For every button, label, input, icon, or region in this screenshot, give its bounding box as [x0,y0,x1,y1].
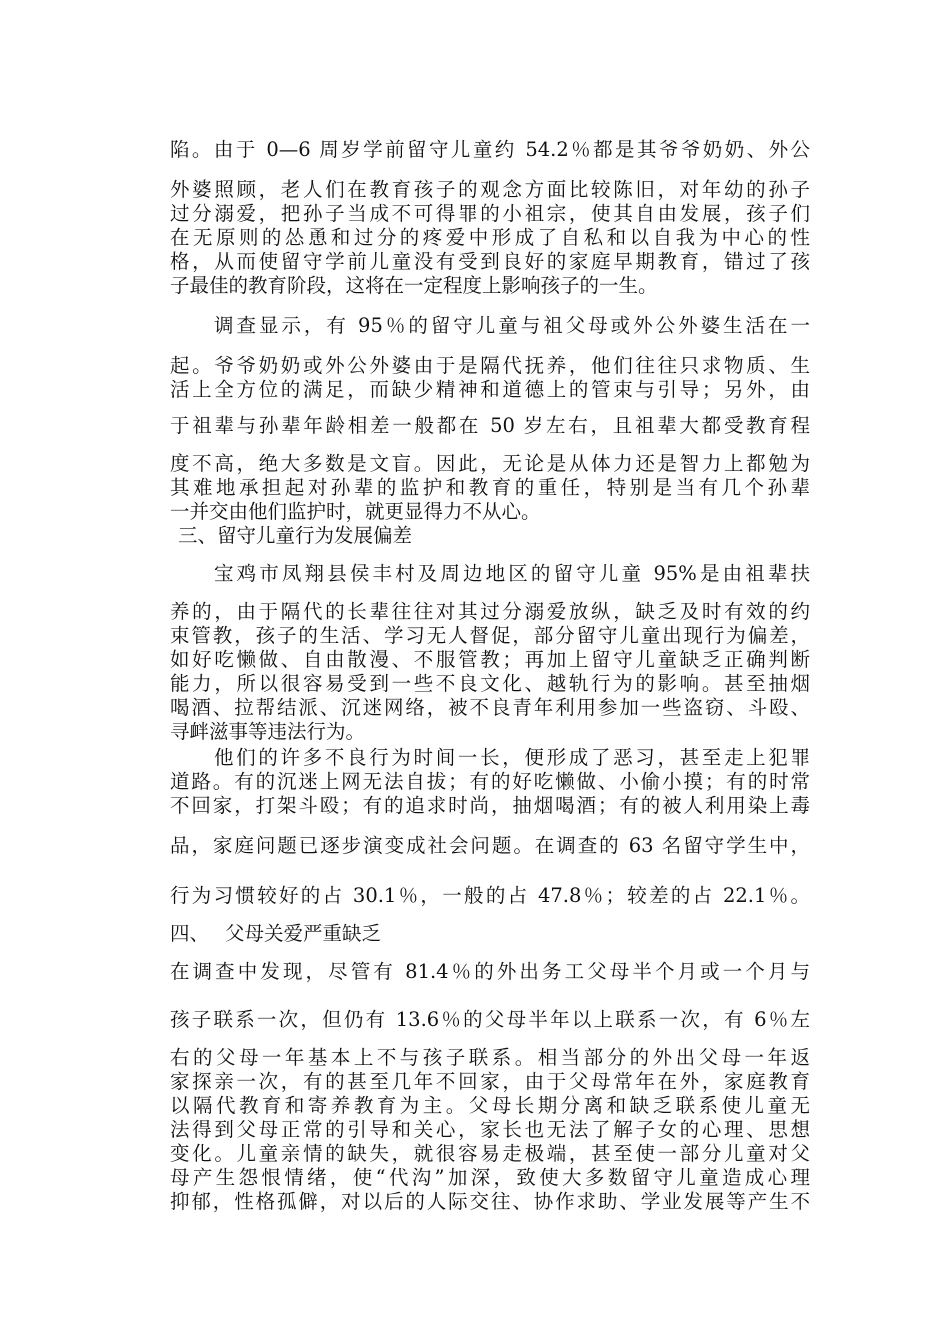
section-heading: 四、 父母关爱严重缺乏 [170,922,381,945]
text-line: 度不高，绝大多数是文盲。因此，无论是从体力还是智力上都勉为 [170,452,810,475]
paragraph-first-line: 宝鸡市凤翔县侯丰村及周边地区的留守儿童 95%是由祖辈扶 [214,562,810,585]
text-line: 行为习惯较好的占 30.1％，一般的占 47.8％；较差的占 22.1％。 [170,884,810,907]
text-line: 孩子联系一次，但仍有 13.6％的父母半年以上联系一次，有 6％左 [170,1008,810,1031]
text-line: 家探亲一次，有的甚至几年不回家，由于父母常年在外，家庭教育 [170,1070,810,1093]
text-line: 束管教，孩子的生活、学习无人督促，部分留守儿童出现行为偏差， [170,624,810,647]
text-line: 养的，由于隔代的长辈往往对其过分溺爱放纵，缺乏及时有效的约 [170,600,810,623]
paragraph-first-line: 他们的许多不良行为时间一长，便形成了恶习，甚至走上犯罪 [214,746,810,769]
text-line: 外婆照顾，老人们在教育孩子的观念方面比较陈旧，对年幼的孙子 [170,178,810,201]
text-line: 法得到父母正常的引导和关心，家长也无法了解子女的心理、思想 [170,1118,810,1141]
text-line: 品，家庭问题已逐步演变成社会问题。在调查的 63 名留守学生中， [170,834,810,857]
text-line: 以隔代教育和寄养教育为主。父母长期分离和缺乏联系使儿童无 [170,1094,810,1117]
text-line: 子最佳的教育阶段，这将在一定程度上影响孩子的一生。 [170,274,658,297]
text-line: 喝酒、拉帮结派、沉迷网络，被不良青年利用参加一些盗窃、斗殴、 [170,696,810,719]
text-line: 如好吃懒做、自由散漫、不服管教；再加上留守儿童缺乏正确判断 [170,648,810,671]
text-line: 起。爷爷奶奶或外公外婆由于是隔代抚养，他们往往只求物质、生 [170,354,810,377]
text-line: 母产生怨恨情绪，使“代沟”加深，致使大多数留守儿童造成心理 [170,1166,810,1189]
text-line: 格，从而使留守学前儿童没有受到良好的家庭早期教育，错过了孩 [170,250,810,273]
text-line: 于祖辈与孙辈年龄相差一般都在 50 岁左右，且祖辈大都受教育程 [170,414,810,437]
paragraph-first-line: 调查显示，有 95％的留守儿童与祖父母或外公外婆生活在一 [214,314,810,337]
text-line: 抑郁，性格孤僻，对以后的人际交往、协作求助、学业发展等产生不 [170,1190,810,1213]
section-heading: 三、留守儿童行为发展偏差 [178,524,413,547]
text-line: 其难地承担起对孙辈的监护和教育的重任，特别是当有几个孙辈 [170,476,810,499]
text-line: 过分溺爱，把孙子当成不可得罪的小祖宗，使其自由发展，孩子们 [170,202,810,225]
text-line: 在调查中发现，尽管有 81.4％的外出务工父母半个月或一个月与 [170,960,810,983]
text-line: 能力，所以很容易受到一些不良文化、越轨行为的影响。甚至抽烟 [170,672,810,695]
text-line: 道路。有的沉迷上网无法自拔；有的好吃懒做、小偷小摸；有的时常 [170,770,810,793]
text-line: 寻衅滋事等违法行为。 [170,720,366,743]
text-line: 活上全方位的满足，而缺少精神和道德上的管束与引导；另外，由 [170,378,810,401]
text-line: 一并交由他们监护时，就更显得力不从心。 [170,500,541,523]
text-line: 右的父母一年基本上不与孩子联系。相当部分的外出父母一年返 [170,1046,810,1069]
text-line: 不回家，打架斗殴；有的追求时尚，抽烟喝酒；有的被人利用染上毒 [170,794,810,817]
text-line: 在无原则的怂恿和过分的疼爱中形成了自私和以自我为中心的性 [170,226,810,249]
text-line: 陷。由于 0—6 周岁学前留守儿童约 54.2％都是其爷爷奶奶、外公 [170,138,810,161]
text-line: 变化。儿童亲情的缺失，就很容易走极端，甚至使一部分儿童对父 [170,1142,810,1165]
